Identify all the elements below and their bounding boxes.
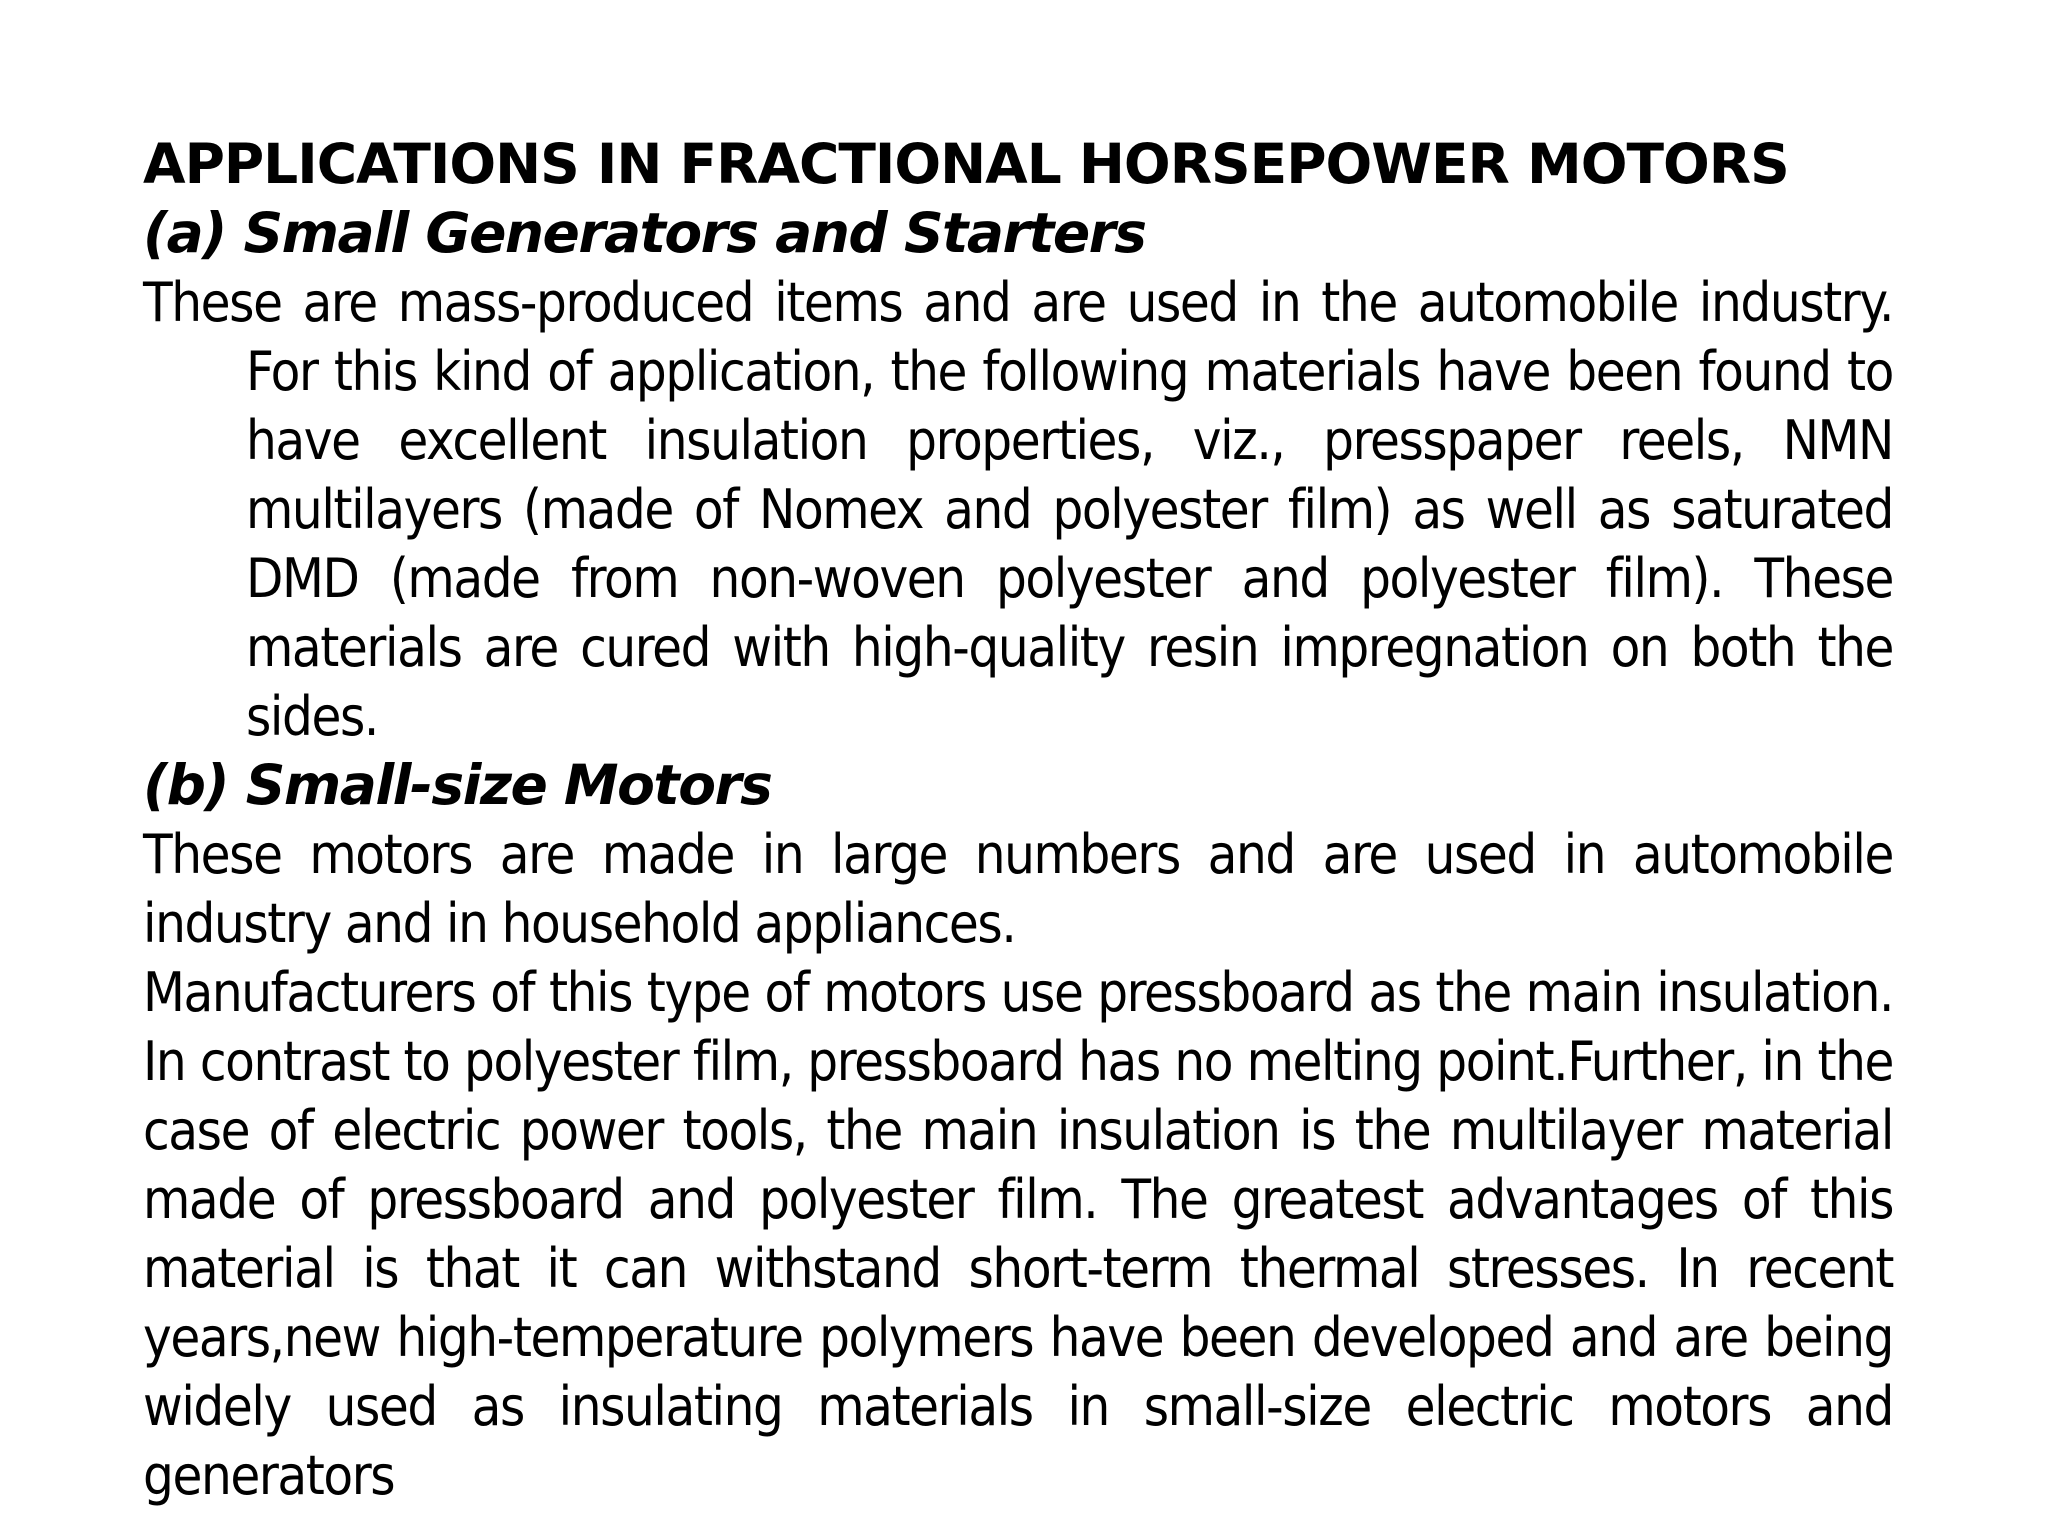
section-a-title: (a) Small Generators and Starters [143,201,1146,265]
section-b-body-1: These motors are made in large numbers and are used in automobile industry and in household appliances. [143,823,1893,955]
section-b-title: (b) Small-size Motors [143,753,772,817]
section-b-body-2: Manufacturers of this type of motors use pressboard as the main insulation. In contrast to polyester film, pressboard has no melting point.Further, in the case of electric power tools, the main insulation is the multilayer material made of pressboard and polyester film. The greatest advantages of this material is that it can withstand short-term thermal stresses. In recent years,new high-temperature polymers have been developed and are being widely used as insulating materials in small-size electric motors and generators [143,961,1893,1507]
section-a-body: These are mass-produced items and are used in the automobile industry. For this kind of application, the following materials have been found to have excellent insulation properties, viz., presspaper reels, NMN multilayers (made of Nomex and polyester film) as well as saturated DMD (made from non-woven polyester and polyester film). These materials are cured with high-quality resin impregnation on both the sides. [143,271,1893,748]
slide-content [143,130,1893,1510]
page-title: APPLICATIONS IN FRACTIONAL HORSEPOWER MOTORS [143,132,1789,196]
